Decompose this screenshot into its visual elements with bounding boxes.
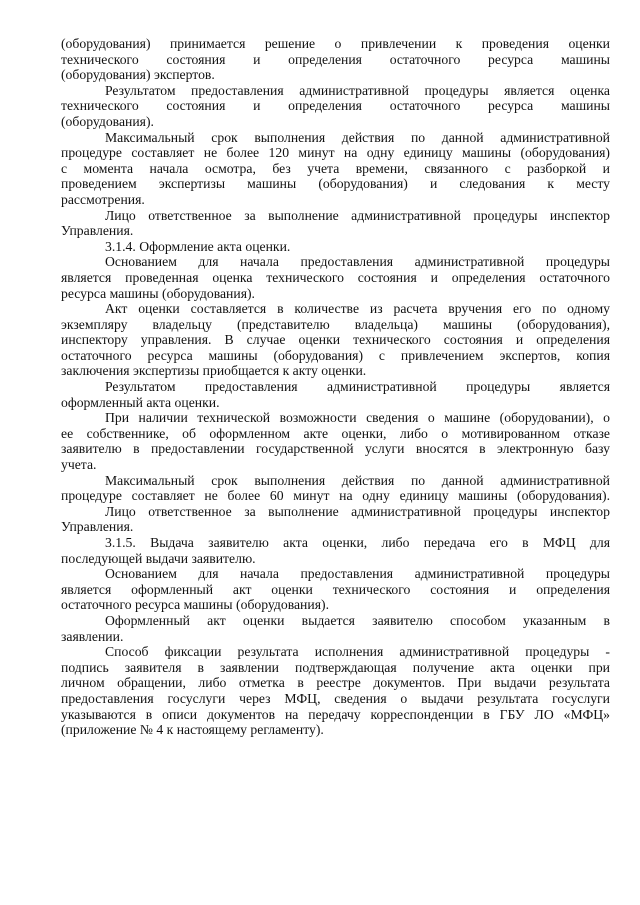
text-line: Лицо ответственное за выполнение административной процедуры инспектор <box>105 207 610 223</box>
text-line: является проведенная оценка технического состояния и определения остаточного <box>61 269 610 285</box>
text-line: процедуре составляет не более 120 минут на одну единицу машины (оборудования) <box>61 145 610 161</box>
text-line: остаточного ресурса машины (оборудования) с привлечением экспертов, копия <box>61 347 610 363</box>
text-line: (приложение № 4 к настоящему регламенту). <box>61 722 324 738</box>
text-line: Максимальный срок выполнения действия по данной административной <box>105 472 610 488</box>
text-line: 3.1.5. Выдача заявителю акта оценки, либо передача его в МФЦ для <box>105 535 610 550</box>
text-line: Максимальный срок выполнения действия по данной административной <box>105 129 610 145</box>
text-line: последующей выдачи заявителю. <box>61 550 256 566</box>
text-line: учета. <box>61 457 97 473</box>
text-line: (оборудования). <box>61 113 154 129</box>
text-line: заявлении. <box>61 628 124 644</box>
text-line: Лицо ответственное за выполнение административной процедуры инспектор <box>105 503 610 519</box>
text-line: заключения экспертизы приобщается к акту оценки. <box>61 363 367 379</box>
text-line: процедуре составляет не более 60 минут на одну единицу машины (оборудования). <box>61 488 610 504</box>
text-line: (оборудования) принимается решение о привлечении к проведения оценки <box>61 36 610 51</box>
text-line: Результатом предоставления административной процедуры является оценка <box>105 82 610 98</box>
text-line: Основанием для начала предоставления административной процедуры <box>105 254 610 270</box>
text-line: При наличии технической возможности сведения о машине (оборудовании), о <box>105 410 610 426</box>
text-line: экземпляру владельцу (представителю владельца) машины (оборудования), <box>61 316 610 332</box>
text-line: заявителю в предоставлении государственной услуги вносятся в электронную базу <box>61 441 610 457</box>
text-line: проведением экспертизы машины (оборудования) и следования к месту <box>61 176 610 192</box>
text-line: Акт оценки составляется в количестве из расчета вручения его по одному <box>105 301 610 317</box>
text-line: (оборудования) экспертов. <box>61 67 215 83</box>
text-line: является оформленный акт оценки технического состояния и определения <box>61 581 610 597</box>
text-line: ее собственнике, об оформленном акте оценки, либо о мотивированном отказе <box>61 425 610 441</box>
text-line: с момента начала осмотра, без учета времени, связанного с разборкой и <box>61 160 610 176</box>
text-line: подпись заявителя в заявлении подтверждающая получение акта оценки при <box>61 659 610 675</box>
text-line: оформленный акта оценки. <box>61 394 220 410</box>
text-line: 3.1.4. Оформление акта оценки. <box>105 238 291 254</box>
text-line: личном обращении, либо отметка в реестре документов. При выдачи результата <box>61 675 610 691</box>
document-body <box>61 36 610 738</box>
text-line: Результатом предоставления административной процедуры является <box>105 379 610 395</box>
text-line: Оформленный акт оценки выдается заявителю способом указанным в <box>105 612 610 628</box>
text-line: указываются в описи документов на передачу корреспонденции в ГБУ ЛО «МФЦ» <box>61 706 610 722</box>
text-line: технического состояния и определения остаточного ресурса машины <box>61 51 610 67</box>
text-line: предоставления госуслуги через МФЦ, сведения о выдачи результата госуслуги <box>61 690 610 706</box>
text-line: инспектору управления. В случае оценки технического состояния и определения <box>61 332 610 348</box>
text-line: Управления. <box>61 223 134 239</box>
text-line: Способ фиксации результата исполнения административной процедуры - <box>105 644 610 660</box>
text-line: ресурса машины (оборудования). <box>61 285 255 301</box>
text-line: Управления. <box>61 519 134 535</box>
text-line: рассмотрения. <box>61 191 145 207</box>
text-line: технического состояния и определения остаточного ресурса машины <box>61 98 610 114</box>
text-line: Основанием для начала предоставления административной процедуры <box>105 566 610 582</box>
text-line: остаточного ресурса машины (оборудования). <box>61 597 329 613</box>
